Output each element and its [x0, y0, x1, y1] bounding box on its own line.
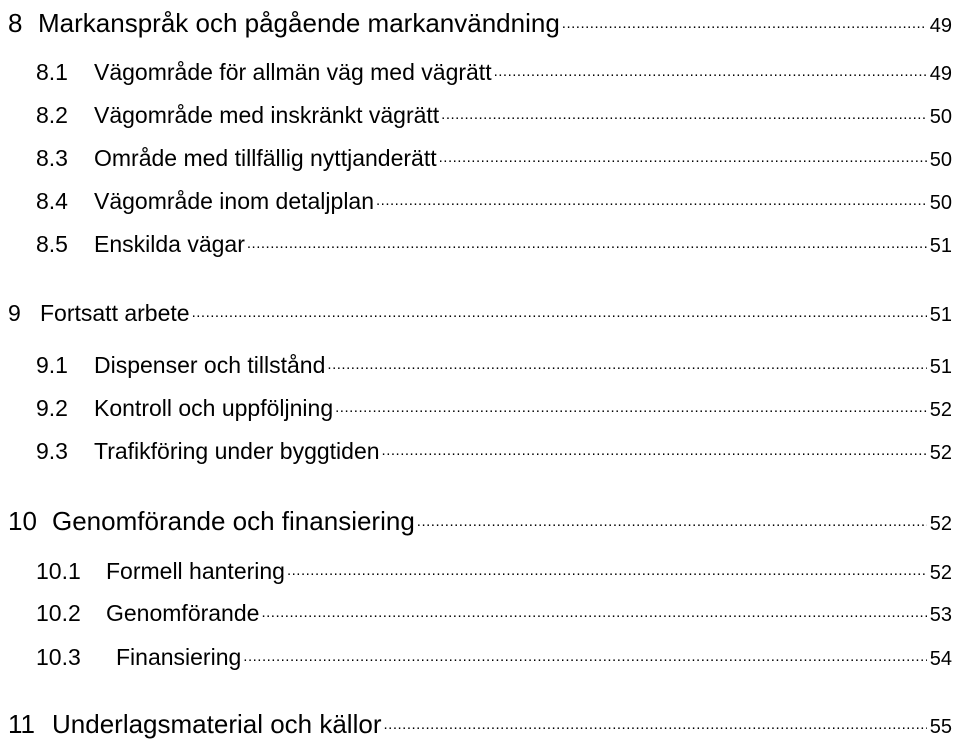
- dot-leader: [376, 186, 927, 209]
- toc-entry-title: Trafikföring under byggtiden: [94, 438, 380, 464]
- toc-entry[interactable]: [8, 6, 952, 36]
- toc-entry-title: Vägområde för allmän väg med vägrätt: [94, 59, 492, 85]
- toc-entry-number: 8: [8, 8, 23, 38]
- dot-leader: [562, 6, 927, 32]
- toc-entry-title: Vägområde med inskränkt vägrätt: [94, 102, 440, 128]
- dot-leader: [335, 393, 927, 416]
- toc-entry[interactable]: [36, 436, 952, 463]
- toc-entry[interactable]: [8, 707, 952, 737]
- toc-entry-title: Vägområde inom detaljplan: [94, 188, 375, 214]
- toc-entry[interactable]: [36, 186, 952, 213]
- toc-entry-number: 8.2: [36, 102, 68, 128]
- toc-entry-title: Finansiering: [116, 644, 242, 670]
- toc-entry-number: 10.2: [36, 600, 81, 626]
- toc-entry-page: 54: [929, 648, 952, 670]
- toc-entry[interactable]: [36, 393, 952, 420]
- toc-entry-page: 52: [929, 513, 952, 535]
- toc-entry-page: 51: [929, 235, 952, 257]
- dot-leader: [192, 298, 927, 321]
- toc-entry-number: 9.2: [36, 395, 68, 421]
- dot-leader: [494, 57, 927, 80]
- toc-entry[interactable]: [36, 556, 952, 583]
- toc-entry-number: 8.3: [36, 145, 68, 171]
- toc-entry-title: Område med tillfällig nyttjanderätt: [94, 145, 437, 171]
- toc-entry-title: Markanspråk och pågående markanvändning: [38, 8, 560, 38]
- toc-entry-page: 51: [929, 356, 952, 378]
- toc-entry[interactable]: [36, 642, 952, 669]
- dot-leader: [261, 598, 926, 621]
- toc-entry-title: Fortsatt arbete: [40, 300, 190, 326]
- toc-entry-number: 9.3: [36, 438, 68, 464]
- toc-entry-title: Kontroll och uppföljning: [94, 395, 334, 421]
- toc-entry-title: Underlagsmaterial och källor: [52, 709, 382, 739]
- toc-entry-title: Genomförande och finansiering: [52, 506, 415, 536]
- dot-leader: [383, 707, 926, 733]
- toc-entry[interactable]: [36, 598, 952, 625]
- dot-leader: [417, 504, 927, 530]
- dot-leader: [441, 100, 927, 123]
- toc-entry-title: Dispenser och tillstånd: [94, 352, 326, 378]
- toc-entry-title: Enskilda vägar: [94, 231, 245, 257]
- toc-entry[interactable]: [36, 143, 952, 170]
- dot-leader: [243, 642, 926, 665]
- toc-entry-title: Genomförande: [106, 600, 260, 626]
- toc-entry-page: 51: [929, 304, 952, 326]
- dot-leader: [439, 143, 927, 166]
- toc-entry-number: 8.1: [36, 59, 68, 85]
- toc-entry-number: 8.4: [36, 188, 68, 214]
- toc-entry-number: 10: [8, 506, 37, 536]
- toc-entry-page: 49: [929, 15, 952, 37]
- toc-entry-title: Formell hantering: [106, 558, 285, 584]
- dot-leader: [247, 229, 927, 252]
- toc-entry-page: 52: [929, 399, 952, 421]
- toc-entry-number: 8.5: [36, 231, 68, 257]
- dot-leader: [382, 436, 927, 459]
- toc-entry-page: 53: [929, 604, 952, 626]
- toc-entry-number: 9: [8, 300, 21, 326]
- dot-leader: [287, 556, 927, 579]
- toc-entry-page: 52: [929, 442, 952, 464]
- toc-entry-number: 11: [8, 709, 35, 739]
- toc-entry[interactable]: [8, 504, 952, 534]
- toc-entry[interactable]: [36, 57, 952, 84]
- toc-entry[interactable]: [8, 298, 952, 325]
- toc-entry-page: 50: [929, 149, 952, 171]
- toc-entry-page: 49: [929, 63, 952, 85]
- toc-entry-number: 10.1: [36, 558, 81, 584]
- dot-leader: [327, 350, 926, 373]
- toc-entry-page: 52: [929, 562, 952, 584]
- toc-entry-page: 50: [929, 106, 952, 128]
- toc-entry-page: 55: [929, 716, 952, 738]
- toc-entry-page: 50: [929, 192, 952, 214]
- toc-entry[interactable]: [36, 229, 952, 256]
- toc-entry[interactable]: [36, 100, 952, 127]
- toc-entry-number: 9.1: [36, 352, 68, 378]
- toc-entry-number: 10.3: [36, 644, 81, 670]
- toc-entry[interactable]: [36, 350, 952, 377]
